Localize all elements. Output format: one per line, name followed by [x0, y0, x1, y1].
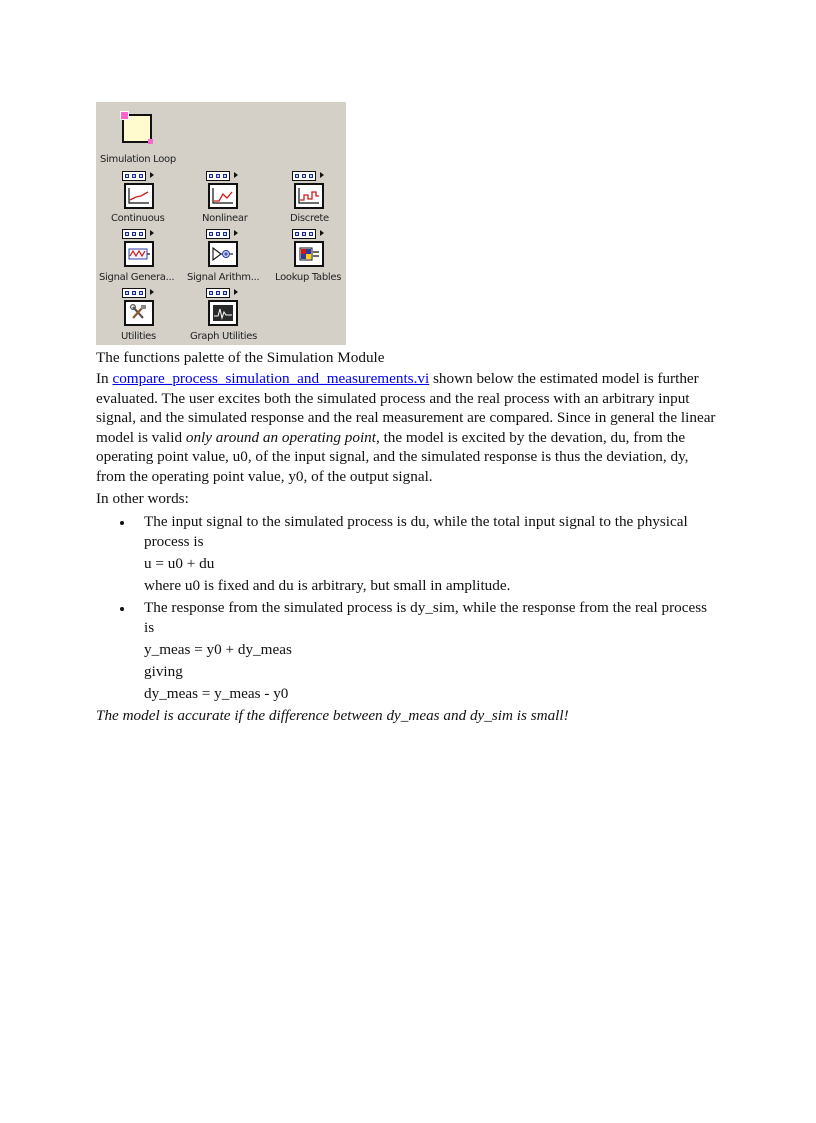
- nonlinear-icon: [206, 171, 240, 211]
- palette-label-discrete: Discrete: [290, 213, 329, 224]
- list-item: [144, 512, 720, 596]
- intro-prefix: In: [96, 370, 113, 387]
- conclusion-text: The model is accurate if the difference between dy_meas and dy_sim is small!: [96, 706, 569, 724]
- equation: u = u0 + du: [144, 554, 215, 572]
- intro-emphasis: only around an operating point: [185, 428, 376, 446]
- continuous-icon: [122, 171, 156, 211]
- bullet-list: [96, 512, 720, 704]
- palette-label-lookup-tables: Lookup Tables: [275, 272, 342, 283]
- bullet-dot-icon: [120, 607, 124, 611]
- lookup-tables-icon: [292, 229, 326, 269]
- graph-utilities-icon: [206, 288, 240, 328]
- signal-generation-icon: [122, 229, 156, 269]
- signal-arithmetic-icon: [206, 229, 240, 269]
- intro-text-part1: shown below the estimated model is further evaluated. The user excites both the simulated process and the real process with an arbitrary input signal, and the simulated response and the real measurement are compared. Since in general the linear model is valid: [96, 370, 716, 446]
- functions-palette-image: [96, 102, 346, 345]
- list-item-text: The response from the simulated process is dy_sim, while the response from the real process is: [144, 598, 708, 636]
- document-page: [96, 102, 720, 726]
- utilities-icon: [122, 288, 156, 328]
- palette-label-simulation-loop: Simulation Loop: [100, 154, 176, 165]
- in-other-words-heading: In other words:: [96, 489, 189, 507]
- palette-label-continuous: Continuous: [111, 213, 165, 224]
- equation: y_meas = y0 + dy_meas: [144, 640, 292, 658]
- bullet-dot-icon: [120, 521, 124, 525]
- list-item: [144, 598, 720, 704]
- intro-text-part2: , the model is excited by the devation, du, from the operating point value, u0, of the input signal, and the simulated response is thus the deviation, dy, from the operating point value, y0, of the output signal.: [96, 428, 689, 485]
- palette-label-graph-utilities: Graph Utilities: [190, 331, 257, 342]
- list-item-text: The input signal to the simulated process is du, while the total input signal to the physical process is: [144, 512, 688, 550]
- palette-label-nonlinear: Nonlinear: [202, 213, 248, 224]
- figure-caption: The functions palette of the Simulation Module: [96, 349, 385, 366]
- simulation-loop-icon: [122, 114, 152, 143]
- vi-file-link[interactable]: compare_process_simulation_and_measurements.vi: [112, 370, 430, 387]
- palette-label-signal-arithmetic: Signal Arithm...: [187, 272, 260, 283]
- equation: dy_meas = y_meas - y0: [144, 684, 289, 702]
- palette-label-signal-generation: Signal Genera...: [99, 272, 175, 283]
- palette-label-utilities: Utilities: [121, 331, 156, 342]
- list-item-text: giving: [144, 662, 183, 680]
- discrete-icon: [292, 171, 326, 211]
- list-item-text: where u0 is fixed and du is arbitrary, but small in amplitude.: [144, 576, 511, 594]
- intro-paragraph: [96, 369, 720, 487]
